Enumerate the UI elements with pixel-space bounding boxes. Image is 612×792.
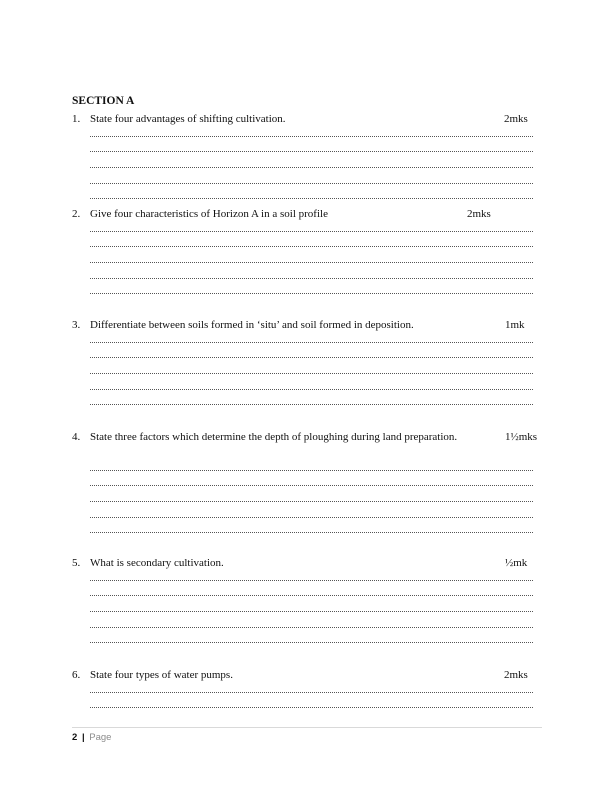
answer-line[interactable]: [90, 121, 533, 137]
question-3: [72, 318, 542, 332]
question-number: 4.: [72, 431, 81, 443]
question-text: State four types of water pumps.: [90, 669, 233, 681]
section-heading: SECTION A: [72, 95, 135, 107]
answer-line[interactable]: [90, 184, 533, 200]
answer-line[interactable]: [90, 471, 533, 487]
question-text: State three factors which determine the depth of ploughing during land preparation.: [90, 431, 458, 443]
answer-line[interactable]: [90, 502, 533, 518]
question-number: 2.: [72, 208, 81, 220]
answer-line[interactable]: [90, 565, 533, 581]
question-text: Give four characteristics of Horizon A in a soil profile: [90, 208, 328, 220]
question-text: What is secondary cultivation.: [90, 557, 224, 569]
answer-line[interactable]: [90, 486, 533, 502]
answer-line[interactable]: [90, 343, 533, 359]
answer-area[interactable]: [90, 677, 533, 708]
question-marks: ½mk: [505, 557, 528, 569]
question-4: [72, 430, 542, 444]
answer-line[interactable]: [90, 581, 533, 597]
answer-line[interactable]: [90, 137, 533, 153]
question-number: 1.: [72, 113, 81, 125]
answer-area[interactable]: [90, 455, 533, 533]
question-5: [72, 556, 542, 570]
answer-area[interactable]: [90, 565, 533, 643]
answer-line[interactable]: [90, 358, 533, 374]
answer-line[interactable]: [90, 374, 533, 390]
answer-line[interactable]: [90, 628, 533, 644]
answer-line[interactable]: [90, 247, 533, 263]
question-marks: 2mks: [467, 208, 491, 220]
answer-area[interactable]: [90, 327, 533, 405]
question-number: 3.: [72, 319, 81, 331]
question-text: State four advantages of shifting cultivation.: [90, 113, 286, 125]
question-1: [72, 112, 542, 126]
question-number: 5.: [72, 557, 81, 569]
answer-line[interactable]: [90, 518, 533, 534]
answer-line[interactable]: [90, 390, 533, 406]
answer-area[interactable]: [90, 121, 533, 199]
answer-line[interactable]: [90, 232, 533, 248]
question-number: 6.: [72, 669, 81, 681]
question-2: [72, 207, 542, 221]
footer-separator: |: [81, 732, 85, 743]
answer-line[interactable]: [90, 455, 533, 471]
answer-line[interactable]: [90, 693, 533, 709]
answer-line[interactable]: [90, 168, 533, 184]
question-marks: 1½mks: [505, 431, 538, 443]
question-text: Differentiate between soils formed in ‘situ’ and soil formed in deposition.: [90, 319, 414, 331]
answer-line[interactable]: [90, 279, 533, 295]
answer-line[interactable]: [90, 216, 533, 232]
question-marks: 2mks: [504, 113, 528, 125]
page-footer: [72, 727, 542, 743]
page-label: Page: [89, 732, 112, 743]
answer-line[interactable]: [90, 263, 533, 279]
question-marks: 2mks: [504, 669, 528, 681]
answer-line[interactable]: [90, 327, 533, 343]
answer-area[interactable]: [90, 216, 533, 294]
question-marks: 1mk: [505, 319, 525, 331]
question-6: [72, 668, 542, 682]
answer-line[interactable]: [90, 677, 533, 693]
answer-line[interactable]: [90, 596, 533, 612]
answer-line[interactable]: [90, 152, 533, 168]
page-number: 2: [72, 732, 78, 743]
answer-line[interactable]: [90, 612, 533, 628]
